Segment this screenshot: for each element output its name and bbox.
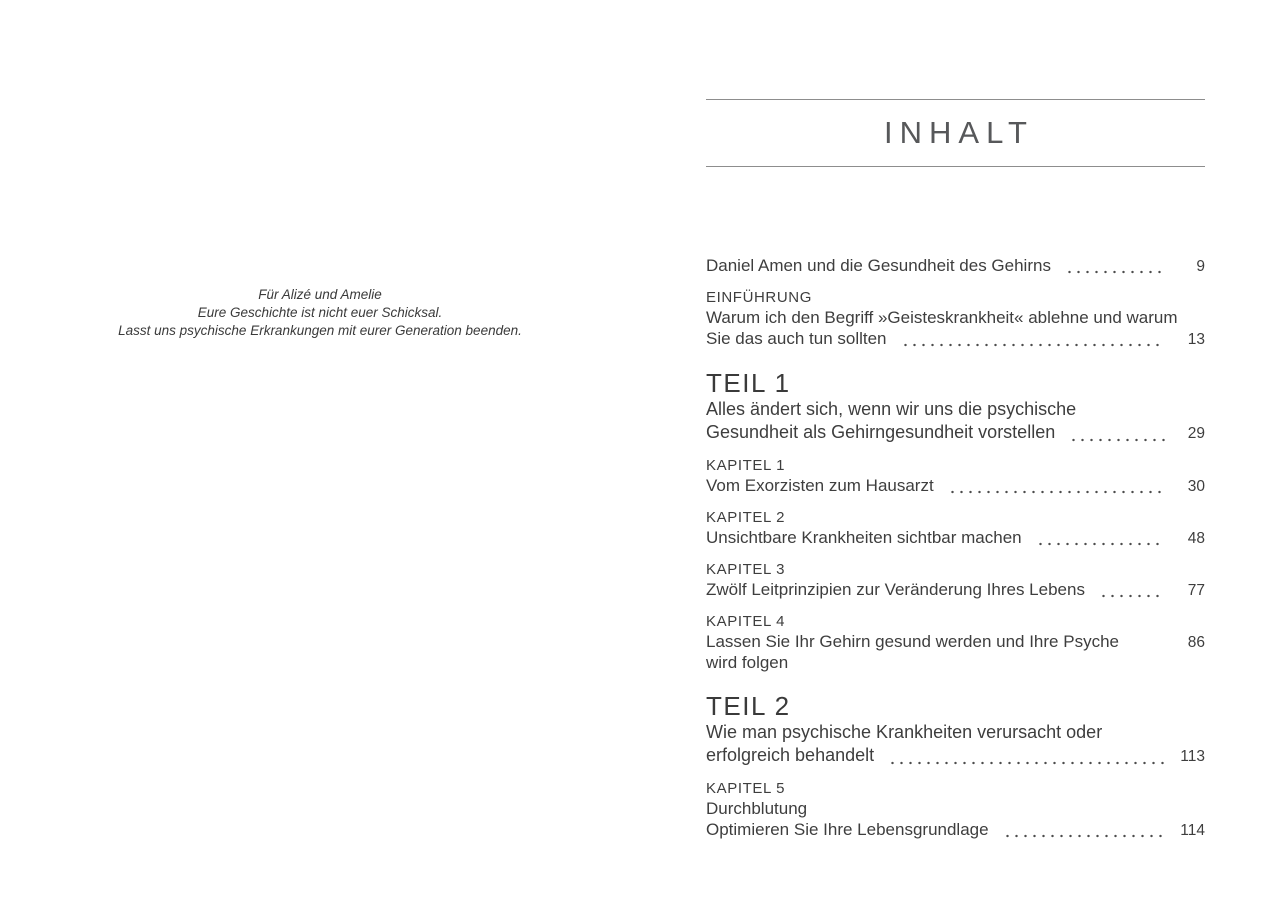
toc-part-heading: TEIL 1: [706, 368, 791, 398]
toc-entry: [706, 509, 1205, 549]
toc-entry-row: [706, 631, 1205, 673]
toc-entry-row: [706, 744, 1205, 768]
toc-page-number: 113: [1180, 748, 1205, 765]
toc-page-number: 77: [1187, 582, 1205, 599]
toc-entry: [706, 613, 1205, 673]
toc-entry-title: Lassen Sie Ihr Gehirn gesund werden und Ihre Psyche wird folgen: [706, 632, 1119, 672]
toc-entry-row: [706, 475, 1205, 497]
dot-leader: [1069, 430, 1165, 445]
toc-header: [706, 99, 1205, 167]
toc-part-entry: [706, 368, 1205, 445]
toc-entry-title: Alles ändert sich, wenn wir uns die psychische: [706, 399, 1077, 419]
toc-entry-title: Sie das auch tun sollten: [706, 329, 887, 348]
toc-entry-title: Vom Exorzisten zum Hausarzt: [706, 476, 934, 495]
toc-entry-row: [706, 579, 1205, 601]
dot-leader: [1099, 586, 1165, 601]
toc-entry-row: [706, 421, 1205, 445]
dedication-line: Für Alizé und Amelie: [258, 287, 382, 302]
toc-page-number: 9: [1196, 258, 1205, 275]
toc-entry-title: Wie man psychische Krankheiten verursacht oder: [706, 722, 1103, 742]
toc-entry-title: Gesundheit als Gehirngesundheit vorstellen: [706, 422, 1056, 442]
dot-leader: [888, 753, 1165, 768]
toc-section-heading: KAPITEL 5: [706, 780, 786, 797]
dot-leader: [901, 335, 1165, 350]
toc-section-heading: KAPITEL 2: [706, 509, 786, 526]
toc-section-heading: EINFÜHRUNG: [706, 289, 812, 306]
toc-entry: [706, 561, 1205, 601]
toc-entry-row: [706, 819, 1205, 841]
toc-section-heading: KAPITEL 4: [706, 613, 786, 630]
toc-entry-row: [706, 527, 1205, 549]
toc-section-heading: KAPITEL 1: [706, 457, 786, 474]
toc-entry-title: erfolgreich behandelt: [706, 745, 875, 765]
toc-entry: [706, 780, 1205, 841]
toc-page-number: 48: [1187, 530, 1205, 547]
right-book-page: [706, 0, 1205, 903]
dedication-line: Lasst uns psychische Erkrankungen mit eurer Generation beenden.: [118, 323, 522, 338]
dedication: [30, 286, 610, 340]
dot-leader: [948, 482, 1165, 497]
toc-entry-title: Zwölf Leitprinzipien zur Veränderung Ihres Lebens: [706, 580, 1085, 599]
toc-entry-title: Warum ich den Begriff »Geisteskrankheit« ablehne und warum: [706, 308, 1178, 327]
dot-leader: [1036, 534, 1165, 549]
toc-page-number: 30: [1187, 478, 1205, 495]
toc-entry-title: Unsichtbare Krankheiten sichtbar machen: [706, 528, 1022, 547]
toc-page-number: 13: [1187, 331, 1205, 348]
toc-entry-title: Daniel Amen und die Gesundheit des Gehirns: [706, 256, 1051, 275]
dot-leader: [1065, 262, 1165, 277]
toc-entry-row: [706, 328, 1205, 350]
toc-entry-title: Optimieren Sie Ihre Lebensgrundlage: [706, 820, 989, 839]
toc-entry-row: [706, 255, 1205, 277]
toc-part-heading: TEIL 2: [706, 691, 791, 721]
toc-page-number: 86: [1187, 634, 1205, 651]
toc-entry: [706, 457, 1205, 497]
toc-page-number: 114: [1180, 822, 1205, 839]
toc-entry: [706, 289, 1205, 350]
table-of-contents: [706, 255, 1205, 841]
dedication-line: Eure Geschichte ist nicht euer Schicksal.: [197, 305, 443, 320]
toc-page-number: 29: [1187, 425, 1205, 442]
toc-entry: [706, 255, 1205, 277]
dot-leader: [1003, 826, 1165, 841]
page-title: INHALT: [884, 115, 1034, 150]
toc-part-entry: [706, 691, 1205, 768]
toc-section-heading: KAPITEL 3: [706, 561, 786, 578]
toc-entry-title: Durchblutung: [706, 799, 808, 818]
